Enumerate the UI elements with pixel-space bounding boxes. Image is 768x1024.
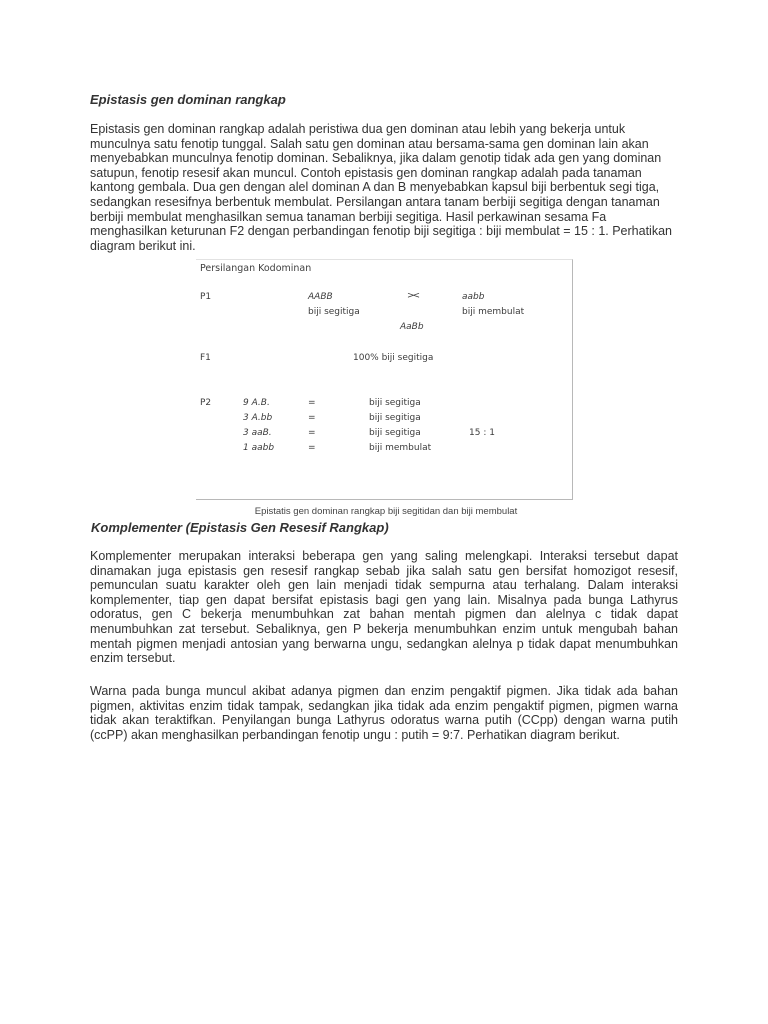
p2-genotype-2: 3 A.bb (243, 413, 273, 423)
p2-phenotype-1: biji segitiga (369, 398, 421, 408)
diagram-title: Persilangan Kodominan (200, 263, 312, 274)
paragraph-komplementer-2: Warna pada bunga muncul akibat adanya pigmen dan enzim pengaktif pigmen. Jika tidak ada bahan pigmen, aktivitas enzim tidak tampak, sedangkan jika tidak ada enzim pengaktif pigmen, pigmen warna tidak akan teraktifkan. Penyilangan bunga Lathyrus odoratus warna putih (CCpp) dengan warna putih (ccPP) akan menghasilkan perbandingan fenotip ungu : putih = 9:7. Perhatikan diagram berikut. (90, 684, 678, 742)
p2-eq-3: = (308, 428, 316, 438)
section-title-epistasis: Epistasis gen dominan rangkap (90, 92, 286, 107)
f1-label: F1 (200, 353, 211, 363)
f1-result: 100% biji segitiga (353, 353, 434, 363)
p2-phenotype-4: biji membulat (369, 443, 432, 453)
paragraph-komplementer-1: Komplementer merupakan interaksi beberapa gen yang saling melengkapi. Interaksi tersebut dapat dinamakan juga epistasis gen resesif rangkap sebab jika salah satu gen bersifat homozigot resesif, pemunculan suatu karakter oleh gen lain menjadi tidak sempurna atau terhalang. Dalam interaksi komplementer, tiap gen dapat bersifat epistasis bagi gen yang lain. Misalnya pada bunga Lathyrus odoratus, gen C bekerja menumbuhkan zat bahan mentah pigmen dan alelnya c tidak dapat menumbuhkan zat tersebut. Sebaliknya, gen P bekerja menumbuhkan enzim untuk mengubah bahan mentah pigmen menjadi antosian yang berwarna ungu, sedangkan alelnya p tidak dapat menumbuhkan enzim tersebut. (90, 549, 678, 666)
p2-ratio: 15 : 1 (469, 428, 495, 438)
p2-genotype-3: 3 aaB. (243, 428, 272, 438)
p2-phenotype-2: biji segitiga (369, 413, 421, 423)
cross-diagram (196, 259, 573, 500)
p2-genotype-4: 1 aabb (243, 443, 275, 453)
paragraph-epistasis: Epistasis gen dominan rangkap adalah peristiwa dua gen dominan atau lebih yang bekerja untuk munculnya satu fenotip tunggal. Salah satu gen dominan atau bersama-sama gen dominan lain akan menyebabkan munculnya fenotip dominan. Sebaliknya, jika dalam genotip tidak ada gen yang dominan satupun, fenotip resesif akan muncul. Contoh epistasis gen dominan rangkap adalah pada tanaman kantong gembala. Dua gen dengan alel dominan A dan B menyebabkan kapsul biji berbentuk segi tiga, sedangkan resesifnya berbentuk membulat. Persilangan antara tanam berbiji segitiga dengan tanaman berbiji membulat menghasilkan semua tanaman berbiji segitiga. Hasil perkawinan sesama Fa menghasilkan keturunan F2 dengan perbandingan fenotip biji segitiga : biji membulat = 15 : 1. Perhatikan diagram berikut ini. (90, 122, 672, 253)
section-title-komplementer: Komplementer (Epistasis Gen Resesif Rangkap) (91, 520, 389, 535)
p2-label: P2 (200, 398, 212, 408)
p1-offspring: AaBb (400, 322, 424, 332)
p1-right-phenotype: biji membulat (462, 307, 525, 317)
p2-phenotype-3: biji segitiga (369, 428, 421, 438)
p2-eq-2: = (308, 413, 316, 423)
figure-caption: Epistatis gen dominan rangkap biji segitidan dan biji membulat (254, 506, 518, 517)
p1-right-genotype: aabb (462, 292, 485, 302)
cross-symbol: >< (407, 291, 419, 301)
p1-left-phenotype: biji segitiga (308, 307, 360, 317)
p2-genotype-1: 9 A.B. (243, 398, 270, 408)
p1-label: P1 (200, 292, 212, 302)
p2-eq-1: = (308, 398, 316, 408)
p1-left-genotype: AABB (308, 292, 333, 302)
p2-eq-4: = (308, 443, 316, 453)
